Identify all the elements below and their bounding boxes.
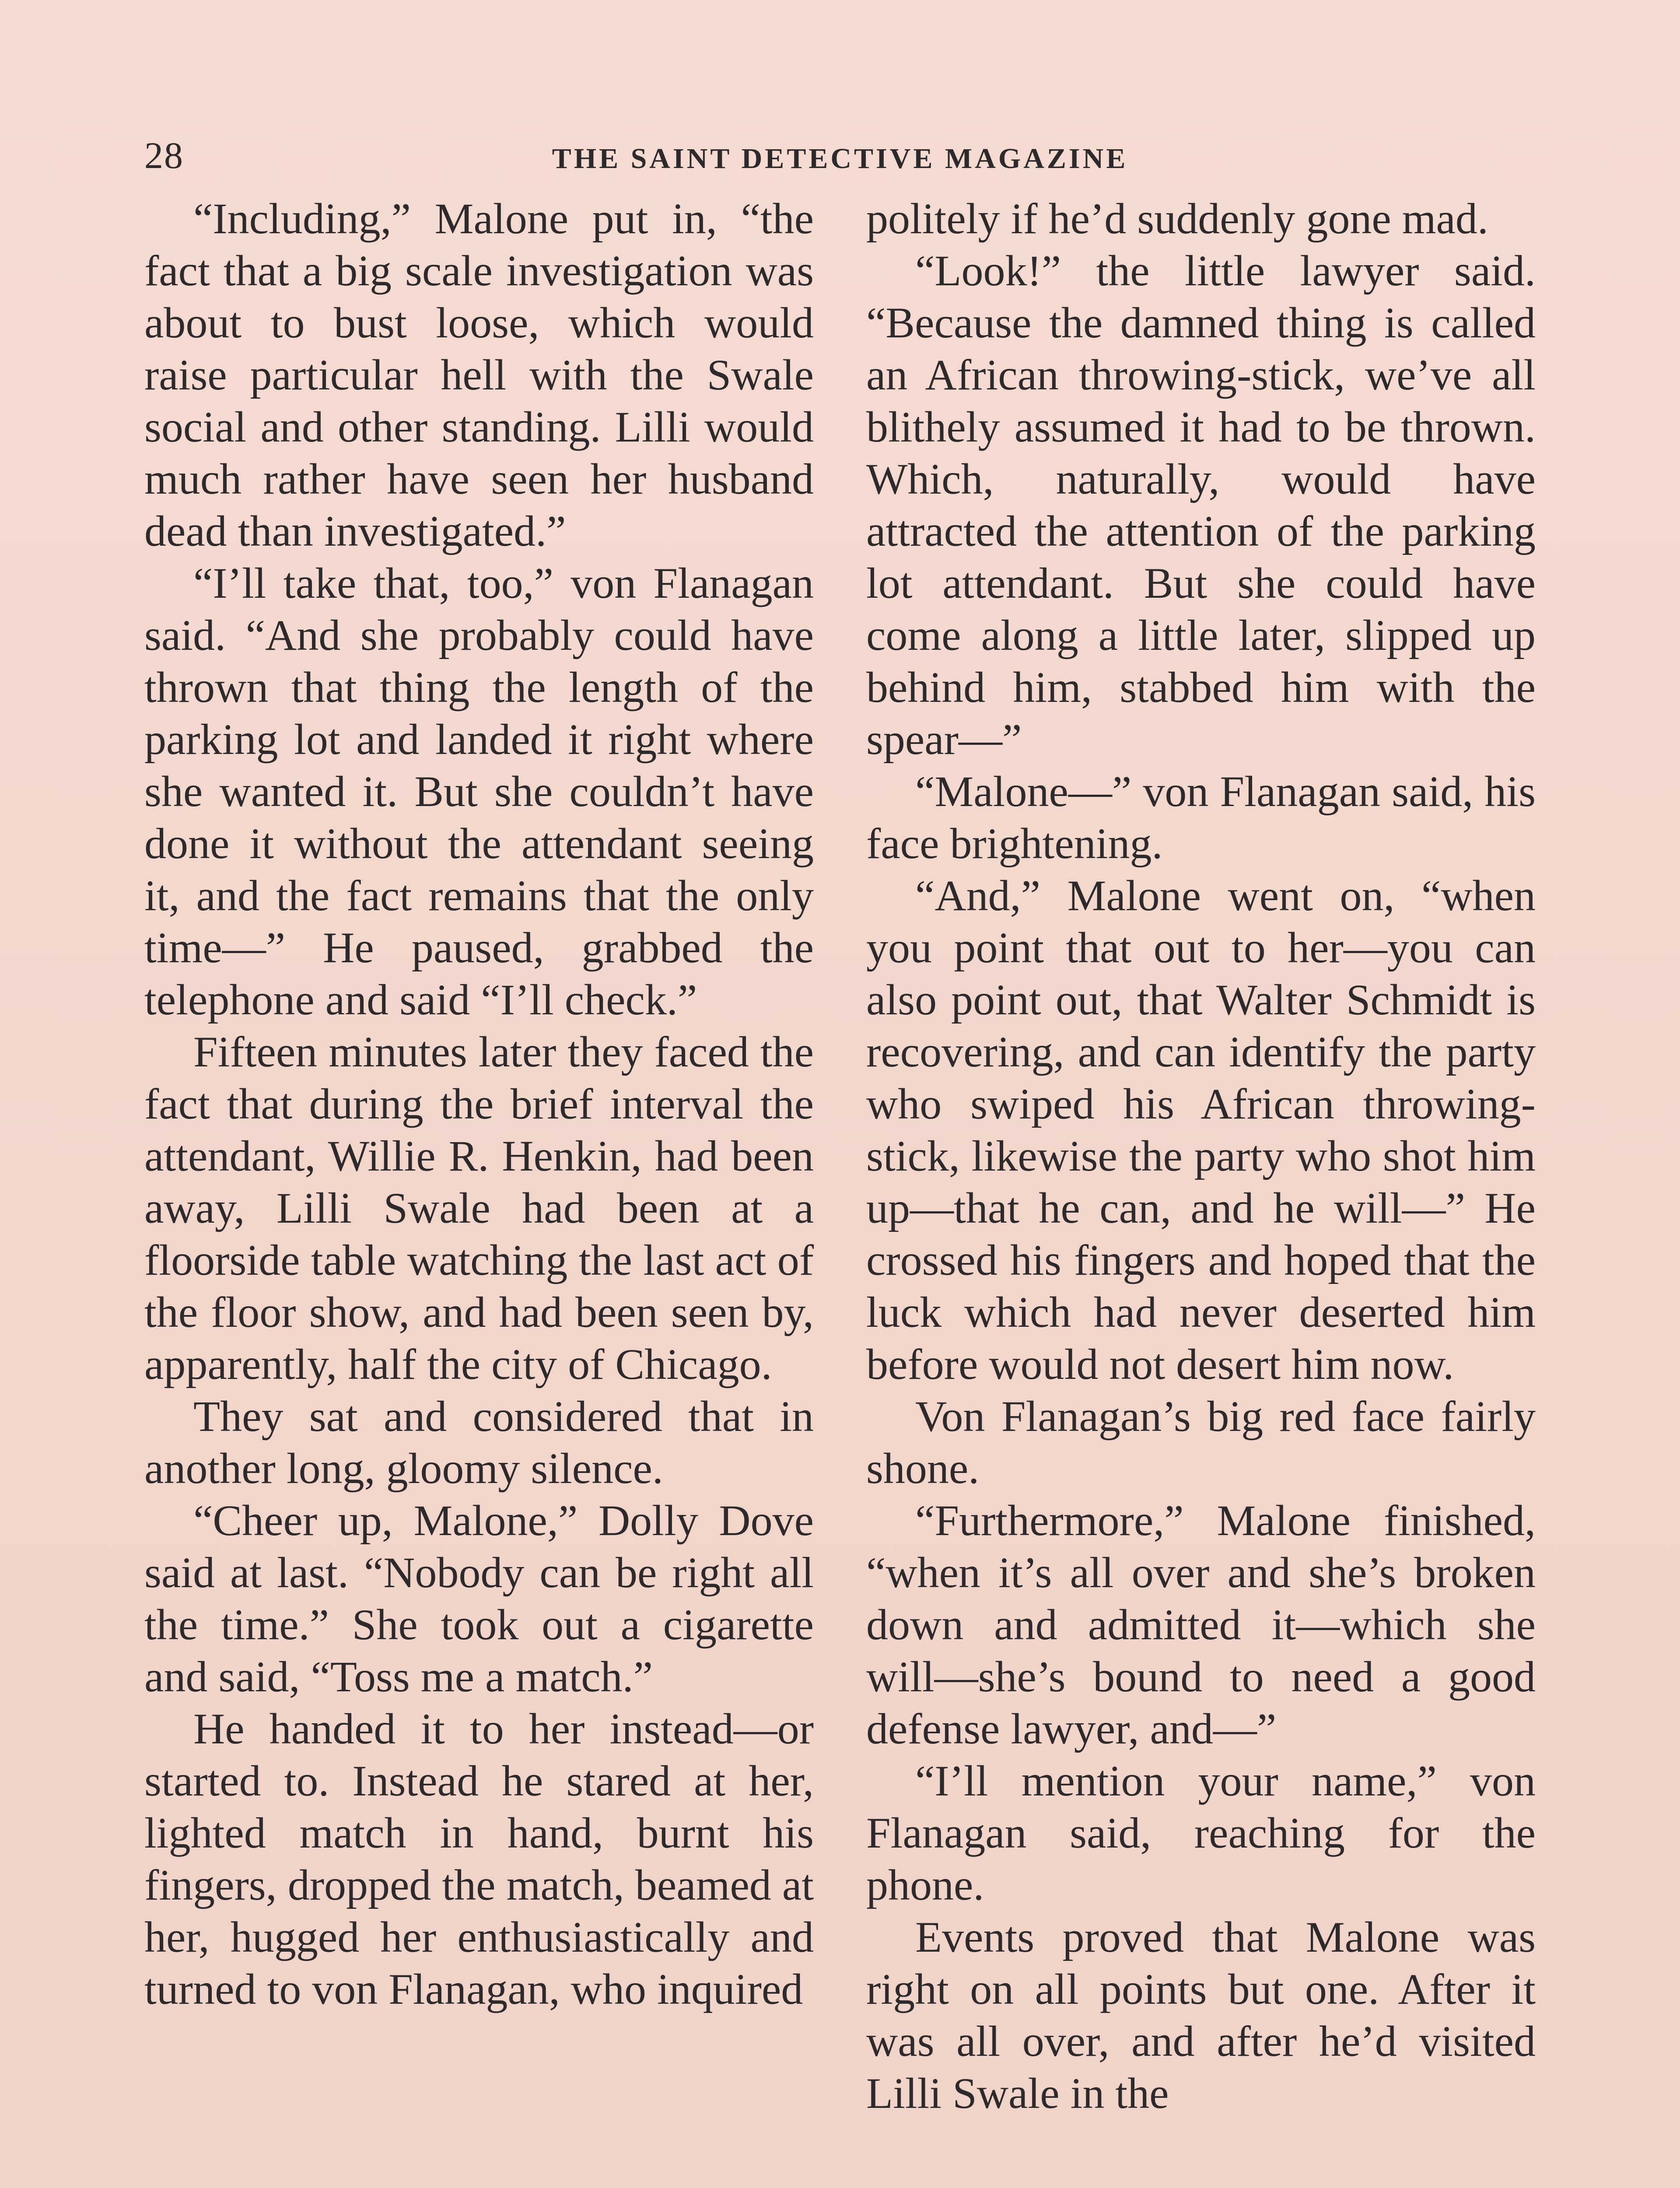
- paragraph: They sat and considered that in another long, gloomy silence.: [144, 1392, 814, 1493]
- page-header: [144, 131, 1536, 179]
- paragraph: He handed it to her instead—or started to. Instead he stared at her, lighted match in hand, burnt his fingers, dropped the match, beamed at her, hugged her enthusiastically and turned to von Flanagan, who inquired: [144, 1704, 814, 2013]
- paragraph: “Cheer up, Malone,” Dolly Dove said at last. “Nobody can be right all the time.” She took out a cigarette and said, “Toss me a match.”: [144, 1496, 814, 1701]
- right-column: [866, 193, 1536, 2119]
- paragraph: “Malone—” von Flanagan said, his face brightening.: [866, 767, 1536, 868]
- paragraph-continuation: politely if he’d suddenly gone mad.: [866, 194, 1488, 243]
- left-column: [144, 193, 814, 2015]
- paragraph: “Furthermore,” Malone finished, “when it’s all over and she’s broken down and admitted it—which she will—she’s bound to need a good defense lawyer, and—”: [866, 1496, 1536, 1753]
- running-title: THE SAINT DETECTIVE MAGAZINE: [552, 143, 1128, 175]
- paragraph: “I’ll take that, too,” von Flanagan said. “And she probably could have thrown that thing the length of the parking lot and landed it right where she wanted it. But she couldn’t have done it without the attendant seeing it, and the fact remains that the only time—” He paused, grabbed the telephone and said “I’ll check.”: [144, 559, 814, 1024]
- page-number: 28: [144, 134, 184, 176]
- paragraph: “Including,” Malone put in, “the fact that a big scale investigation was about to bust loose, which would raise particular hell with the Swale social and other standing. Lilli would much rather have seen her husband dead than investigated.”: [144, 194, 814, 555]
- paragraph: “I’ll mention your name,” von Flanagan said, reaching for the phone.: [866, 1757, 1536, 1909]
- paragraph: Fifteen minutes later they faced the fact that during the brief interval the attendant, Willie R. Henkin, had been away, Lilli Swale had been at a floorside table watching the last act of the floor show, and had been seen by, apparently, half the city of Chicago.: [144, 1027, 814, 1389]
- paragraph: Von Flanagan’s big red face fairly shone.: [866, 1392, 1536, 1493]
- paragraph: Events proved that Malone was right on all points but one. After it was all over, and after he’d visited Lilli Swale in the: [866, 1913, 1536, 2118]
- paragraph: “Look!” the little lawyer said. “Because the damned thing is called an African throwing-stick, we’ve all blithely assumed it had to be thrown. Which, naturally, would have attracted the attention of the parking lot attendant. But she could have come along a little later, slipped up behind him, stabbed him with the spear—”: [866, 246, 1536, 764]
- paragraph: “And,” Malone went on, “when you point that out to her—you can also point out, that Walter Schmidt is recovering, and can identify the party who swiped his African throwing-stick, likewise the party who shot him up—that he can, and he will—” He crossed his fingers and hoped that the luck which had never deserted him before would not desert him now.: [866, 871, 1536, 1389]
